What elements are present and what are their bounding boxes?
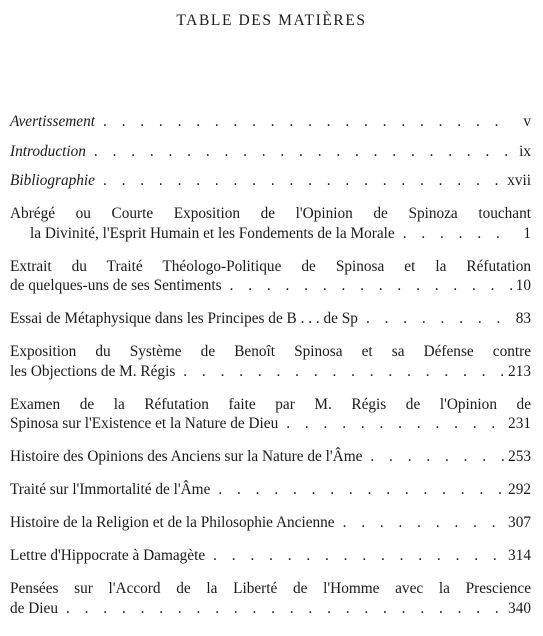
toc-entry-essai (10, 309, 531, 329)
toc-page-number: 340 (508, 599, 531, 617)
toc-entry-bibliographie (10, 171, 531, 191)
toc-entry-title-continued: la Divinité, l'Esprit Humain et les Fondements de la Morale (30, 224, 395, 242)
dot-leader (205, 546, 508, 566)
toc-entry-lettre (10, 546, 531, 566)
dot-leader (86, 142, 513, 162)
toc-entry-exposition (10, 342, 531, 381)
toc-page-number: 83 (515, 310, 531, 327)
page-title: TABLE DES MATIÈRES (176, 12, 367, 29)
toc-entry-abrege (10, 204, 531, 243)
dot-leader (222, 276, 513, 296)
dot-leader (95, 112, 513, 132)
dot-leader (362, 447, 508, 467)
toc-entry-examen (10, 395, 531, 434)
toc-entry-title-continued: les Objections de M. Régis (10, 362, 176, 380)
toc-page-number: 10 (515, 277, 531, 294)
toc-entry-title-continued: de quelques-uns de ses Sentiments (10, 277, 222, 294)
dot-leader (210, 480, 508, 500)
toc-entry-extrait (10, 257, 531, 296)
toc-page-number: xvii (507, 172, 531, 189)
toc-page-number: 253 (508, 448, 531, 465)
toc-entry-title-continued: de Dieu (10, 599, 58, 617)
dot-leader (335, 513, 508, 533)
toc-page-number: 213 (508, 362, 531, 380)
toc-page-number: 314 (508, 547, 531, 564)
toc-entry-introduction (10, 142, 531, 162)
toc-entry-title: Examen de la Réfutation faite par M. Régis de l'Opinion de (10, 395, 531, 413)
toc-page-number: v (523, 113, 531, 130)
toc-entry-title: Avertissement (10, 113, 95, 130)
toc-page-number: 292 (508, 481, 531, 498)
dot-leader (95, 171, 507, 191)
toc-entry-title: Abrégé ou Courte Exposition de l'Opinion de Spinoza touchant (10, 205, 531, 222)
table-of-contents (10, 112, 531, 618)
toc-entry-title: Exposition du Système de Benoît Spinosa et sa Défense contre (10, 343, 531, 360)
toc-entry-title: Lettre d'Hippocrate à Damagète (10, 547, 206, 564)
toc-entry-title: Histoire de la Religion et de la Philosophie Ancienne (10, 514, 335, 531)
toc-entry-histoire-opinions (10, 447, 531, 467)
toc-entry-histoire-religion (10, 513, 531, 533)
dot-leader (58, 599, 508, 619)
dot-leader (358, 309, 513, 329)
dot-leader (278, 414, 508, 434)
toc-entry-title: Bibliographie (10, 172, 95, 189)
toc-entry-title: Essai de Métaphysique dans les Principes de B . . . de Sp (10, 310, 358, 327)
toc-entry-title-continued: Spinosa sur l'Existence et la Nature de Dieu (10, 415, 279, 432)
toc-entry-title: Extrait du Traité Théologo-Politique de Spinosa et la Réfutation (10, 257, 531, 275)
toc-page-number: 307 (508, 514, 531, 531)
toc-entry-title: Introduction (10, 142, 86, 160)
toc-entry-title: Histoire des Opinions des Anciens sur la Nature de l'Âme (10, 448, 363, 465)
toc-entry-title: Pensées sur l'Accord de la Liberté de l'Homme avec la Prescience (10, 580, 531, 597)
toc-page-number: ix (519, 142, 531, 160)
dot-leader (395, 224, 513, 244)
dot-leader (175, 362, 508, 382)
toc-entry-traite-immortalite (10, 480, 531, 500)
toc-entry-pensees (10, 579, 531, 618)
toc-page-number: 1 (523, 224, 531, 242)
toc-page-number: 231 (508, 415, 531, 432)
toc-entry-title: Traité sur l'Immortalité de l'Âme (10, 481, 211, 498)
toc-entry-avertissement (10, 112, 531, 132)
